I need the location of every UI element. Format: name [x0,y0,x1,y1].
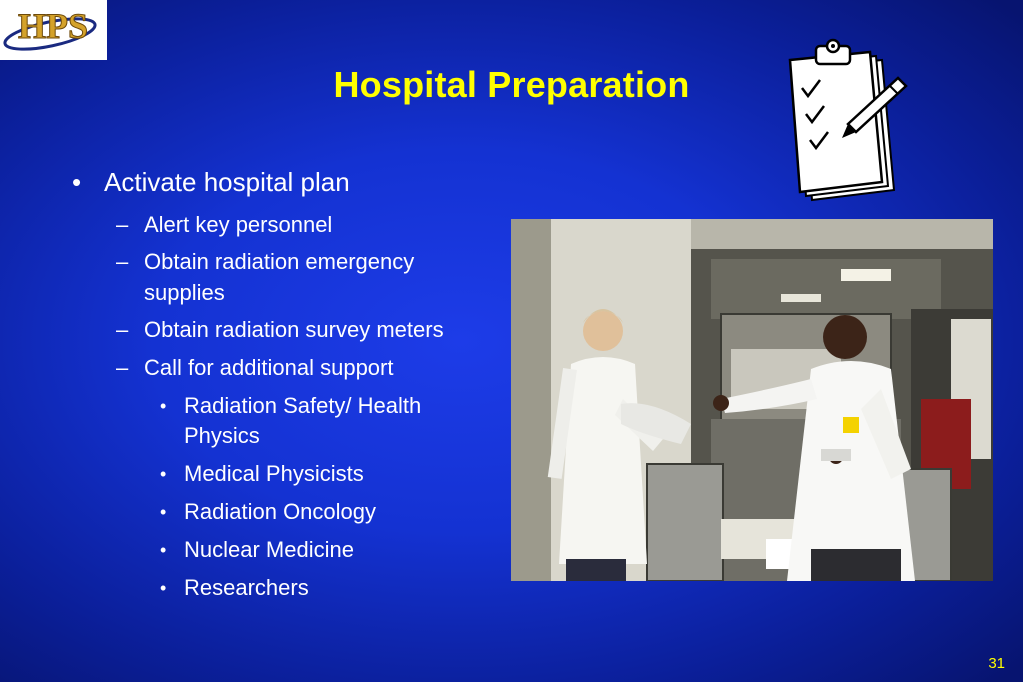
page-title: Hospital Preparation [333,64,690,105]
logo-text: HPS [17,6,89,46]
bullet-mark: • [72,167,82,197]
bullet-text: Obtain radiation emergency [144,249,415,274]
bullet-text: supplies [144,280,225,305]
bullet-text: Nuclear Medicine [184,537,354,562]
bullet-text: Activate hospital plan [104,167,350,197]
bullet-mark: • [160,396,167,416]
hospital-staff-photo [511,219,993,581]
dash-mark: – [116,355,129,380]
bullet-text: Alert key personnel [144,212,333,237]
dash-mark: – [116,212,129,237]
bullet-text: Call for additional support [144,355,394,380]
bullet-text: Physics [184,423,260,448]
bullet-mark: • [160,502,167,522]
dash-mark: – [116,317,129,342]
bullet-mark: • [160,578,167,598]
hps-logo [0,0,107,60]
dash-mark: – [116,249,129,274]
bullet-text: Obtain radiation survey meters [144,317,444,342]
bullet-text: Researchers [184,575,309,600]
bullet-mark: • [160,540,167,560]
bullet-text: Radiation Safety/ Health [184,393,422,418]
bullet-mark: • [160,464,167,484]
page-number: 31 [988,655,1005,672]
clipboard-checklist-icon [782,38,910,206]
bullet-text: Medical Physicists [184,461,364,486]
bullet-text: Radiation Oncology [184,499,377,524]
